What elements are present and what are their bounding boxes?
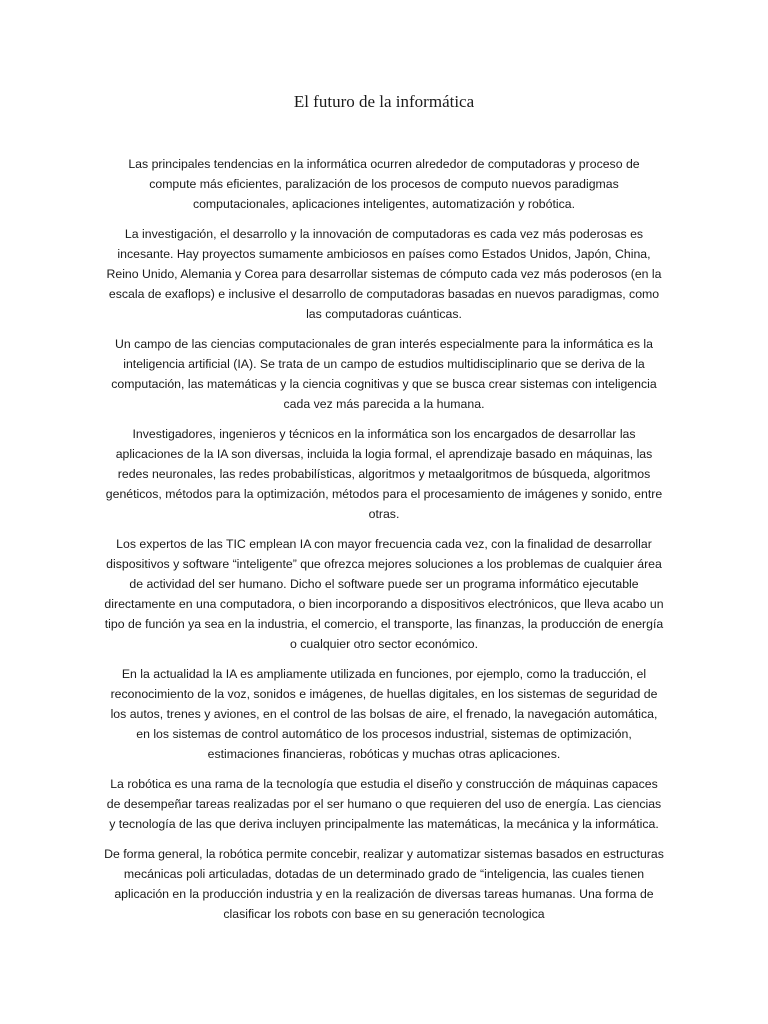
document-title: El futuro de la informática [293, 92, 475, 111]
paragraph: De forma general, la robótica permite concebir, realizar y automatizar sistemas basados en estructuras mecánicas poli articuladas, dotadas de un determinado grado de “inteligencia, las cuales tienen aplicación en la producción industria y en la realización de diversas tareas humanas. Una forma de clasificar los robots con base en su generación tecnologica [104, 847, 664, 921]
paragraph: Los expertos de las TIC emplean IA con mayor frecuencia cada vez, con la finalidad de desarrollar dispositivos y software “inteligente” que ofrezca mejores soluciones a los problemas de cualquier área de actividad del ser humano. Dicho el software puede ser un programa informático ejecutable directamente en una computadora, o bien incorporando a dispositivos electrónicos, que lleva acabo un tipo de función ya sea en la industria, el comercio, el transporte, las finanzas, la producción de energía o cualquier otro sector económico. [104, 537, 664, 651]
paragraph: Investigadores, ingenieros y técnicos en la informática son los encargados de desarrollar las aplicaciones de la IA son diversas, incluida la logia formal, el aprendizaje basado en máquinas, las redes neuronales, las redes probabilísticas, algoritmos y metaalgoritmos de búsqueda, algoritmos genéticos, métodos para la optimización, métodos para el procesamiento de imágenes y sonido, entre otras. [105, 427, 663, 521]
paragraph: Un campo de las ciencias computacionales de gran interés especialmente para la informática es la inteligencia artificial (IA). Se trata de un campo de estudios multidisciplinario que se deriva de la computación, las matemáticas y la ciencia cognitivas y que se busca crear sistemas con inteligencia cada vez más parecida a la humana. [111, 337, 657, 411]
paragraph: En la actualidad la IA es ampliamente utilizada en funciones, por ejemplo, como la traducción, el reconocimiento de la voz, sonidos e imágenes, de huellas digitales, en los sistemas de seguridad de los autos, trenes y aviones, en el control de las bolsas de aire, el frenado, la navegación automática, en los sistemas de control automático de los procesos industrial, sistemas de optimización, estimaciones financieras, robóticas y muchas otras aplicaciones. [110, 667, 658, 761]
paragraph: La investigación, el desarrollo y la innovación de computadoras es cada vez más poderosas es incesante. Hay proyectos sumamente ambiciosos en países como Estados Unidos, Japón, China, Reino Unido, Alemania y Corea para desarrollar sistemas de cómputo cada vez más poderosos (en la escala de exaflops) e inclusive el desarrollo de computadoras basadas en nuevos paradigmas, como las computadoras cuánticas. [106, 227, 662, 321]
paragraph: La robótica es una rama de la tecnología que estudia el diseño y construcción de máquinas capaces de desempeñar tareas realizadas por el ser humano o que requieren del uso de energía. Las ciencias y tecnología de las que deriva incluyen principalmente las matemáticas, la mecánica y la informática. [106, 777, 662, 831]
document-body [104, 154, 664, 934]
paragraph: Las principales tendencias en la informática ocurren alrededor de computadoras y proceso de compute más eficientes, paralización de los procesos de computo nuevos paradigmas computacionales, aplicaciones inteligentes, automatización y robótica. [128, 157, 640, 211]
